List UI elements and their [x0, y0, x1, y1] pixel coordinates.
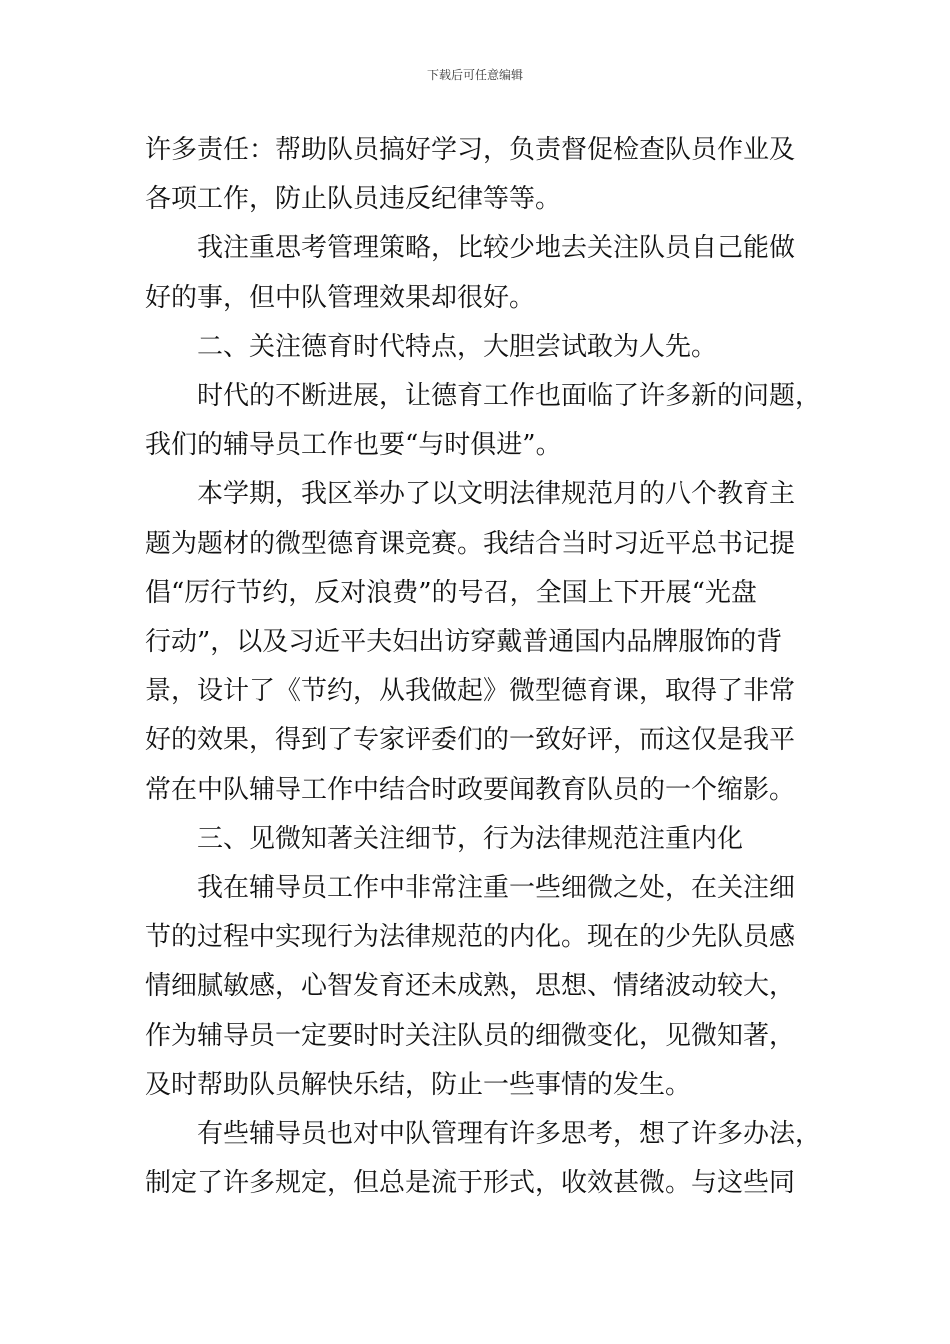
paragraph-responsibilities: [145, 126, 817, 224]
paragraph-other-counselors: [145, 1110, 822, 1208]
paragraph-micro-course: [145, 470, 817, 814]
text-line: 许多责任：帮助队员搞好学习，负责督促检查队员作业及: [145, 135, 796, 165]
text-line: 倡“厉行节约，反对浪费”的号召，全国上下开展“光盘: [145, 577, 757, 608]
paragraph-management-strategy: [145, 224, 817, 322]
header-note: 下载后可任意编辑: [426, 68, 523, 82]
text-line: 制定了许多规定，但总是流于形式，收效甚微。与这些同: [145, 1168, 796, 1199]
section-heading-3: 三、见微知著关注细节，行为法律规范注重内化: [197, 823, 744, 854]
text-line: 情细腻敏感，心智发育还未成熟，思想、情绪波动较大，: [145, 971, 796, 1002]
text-line: 我在辅导员工作中非常注重一些细微之处，在关注细: [197, 873, 796, 904]
text-line: 题为题材的微型德育课竞赛。我结合当时习近平总书记提: [145, 528, 796, 559]
text-line: 我注重思考管理策略，比较少地去关注队员自己能做: [197, 233, 796, 264]
text-line: 各项工作，防止队员违反纪律等等。: [145, 184, 562, 215]
section-heading-2: 二、关注德育时代特点，大胆尝试敢为人先。: [197, 331, 718, 362]
document-body: [145, 126, 822, 1208]
text-line: 行动”，以及习近平夫妇出访穿戴普通国内品牌服饰的背: [145, 627, 783, 658]
text-line: 好的事，但中队管理效果却很好。: [145, 282, 536, 313]
text-line: 好的效果，得到了专家评委们的一致好评，而这仅是我平: [145, 725, 796, 756]
paragraph-details: [145, 864, 817, 1110]
text-line: 及时帮助队员解快乐结，防止一些事情的发生。: [145, 1069, 692, 1100]
text-line: 作为辅导员一定要时时关注队员的细微变化，见微知著，: [145, 1020, 796, 1051]
paragraph-times: [145, 372, 822, 470]
text-line: 节的过程中实现行为法律规范的内化。现在的少先队员感: [145, 922, 796, 953]
text-line: 本学期，我区举办了以文明法律规范月的八个教育主: [197, 479, 796, 510]
text-line: 有些辅导员也对中队管理有许多思考，想了许多办法，: [197, 1119, 822, 1150]
text-line: 时代的不断进展，让德育工作也面临了许多新的问题，: [197, 381, 822, 412]
text-line: 常在中队辅导工作中结合时政要闻教育队员的一个缩影。: [145, 774, 796, 805]
text-line: 我们的辅导员工作也要“与时俱进”。: [145, 430, 562, 461]
text-line: 景，设计了《节约，从我做起》微型德育课，取得了非常: [145, 676, 796, 707]
